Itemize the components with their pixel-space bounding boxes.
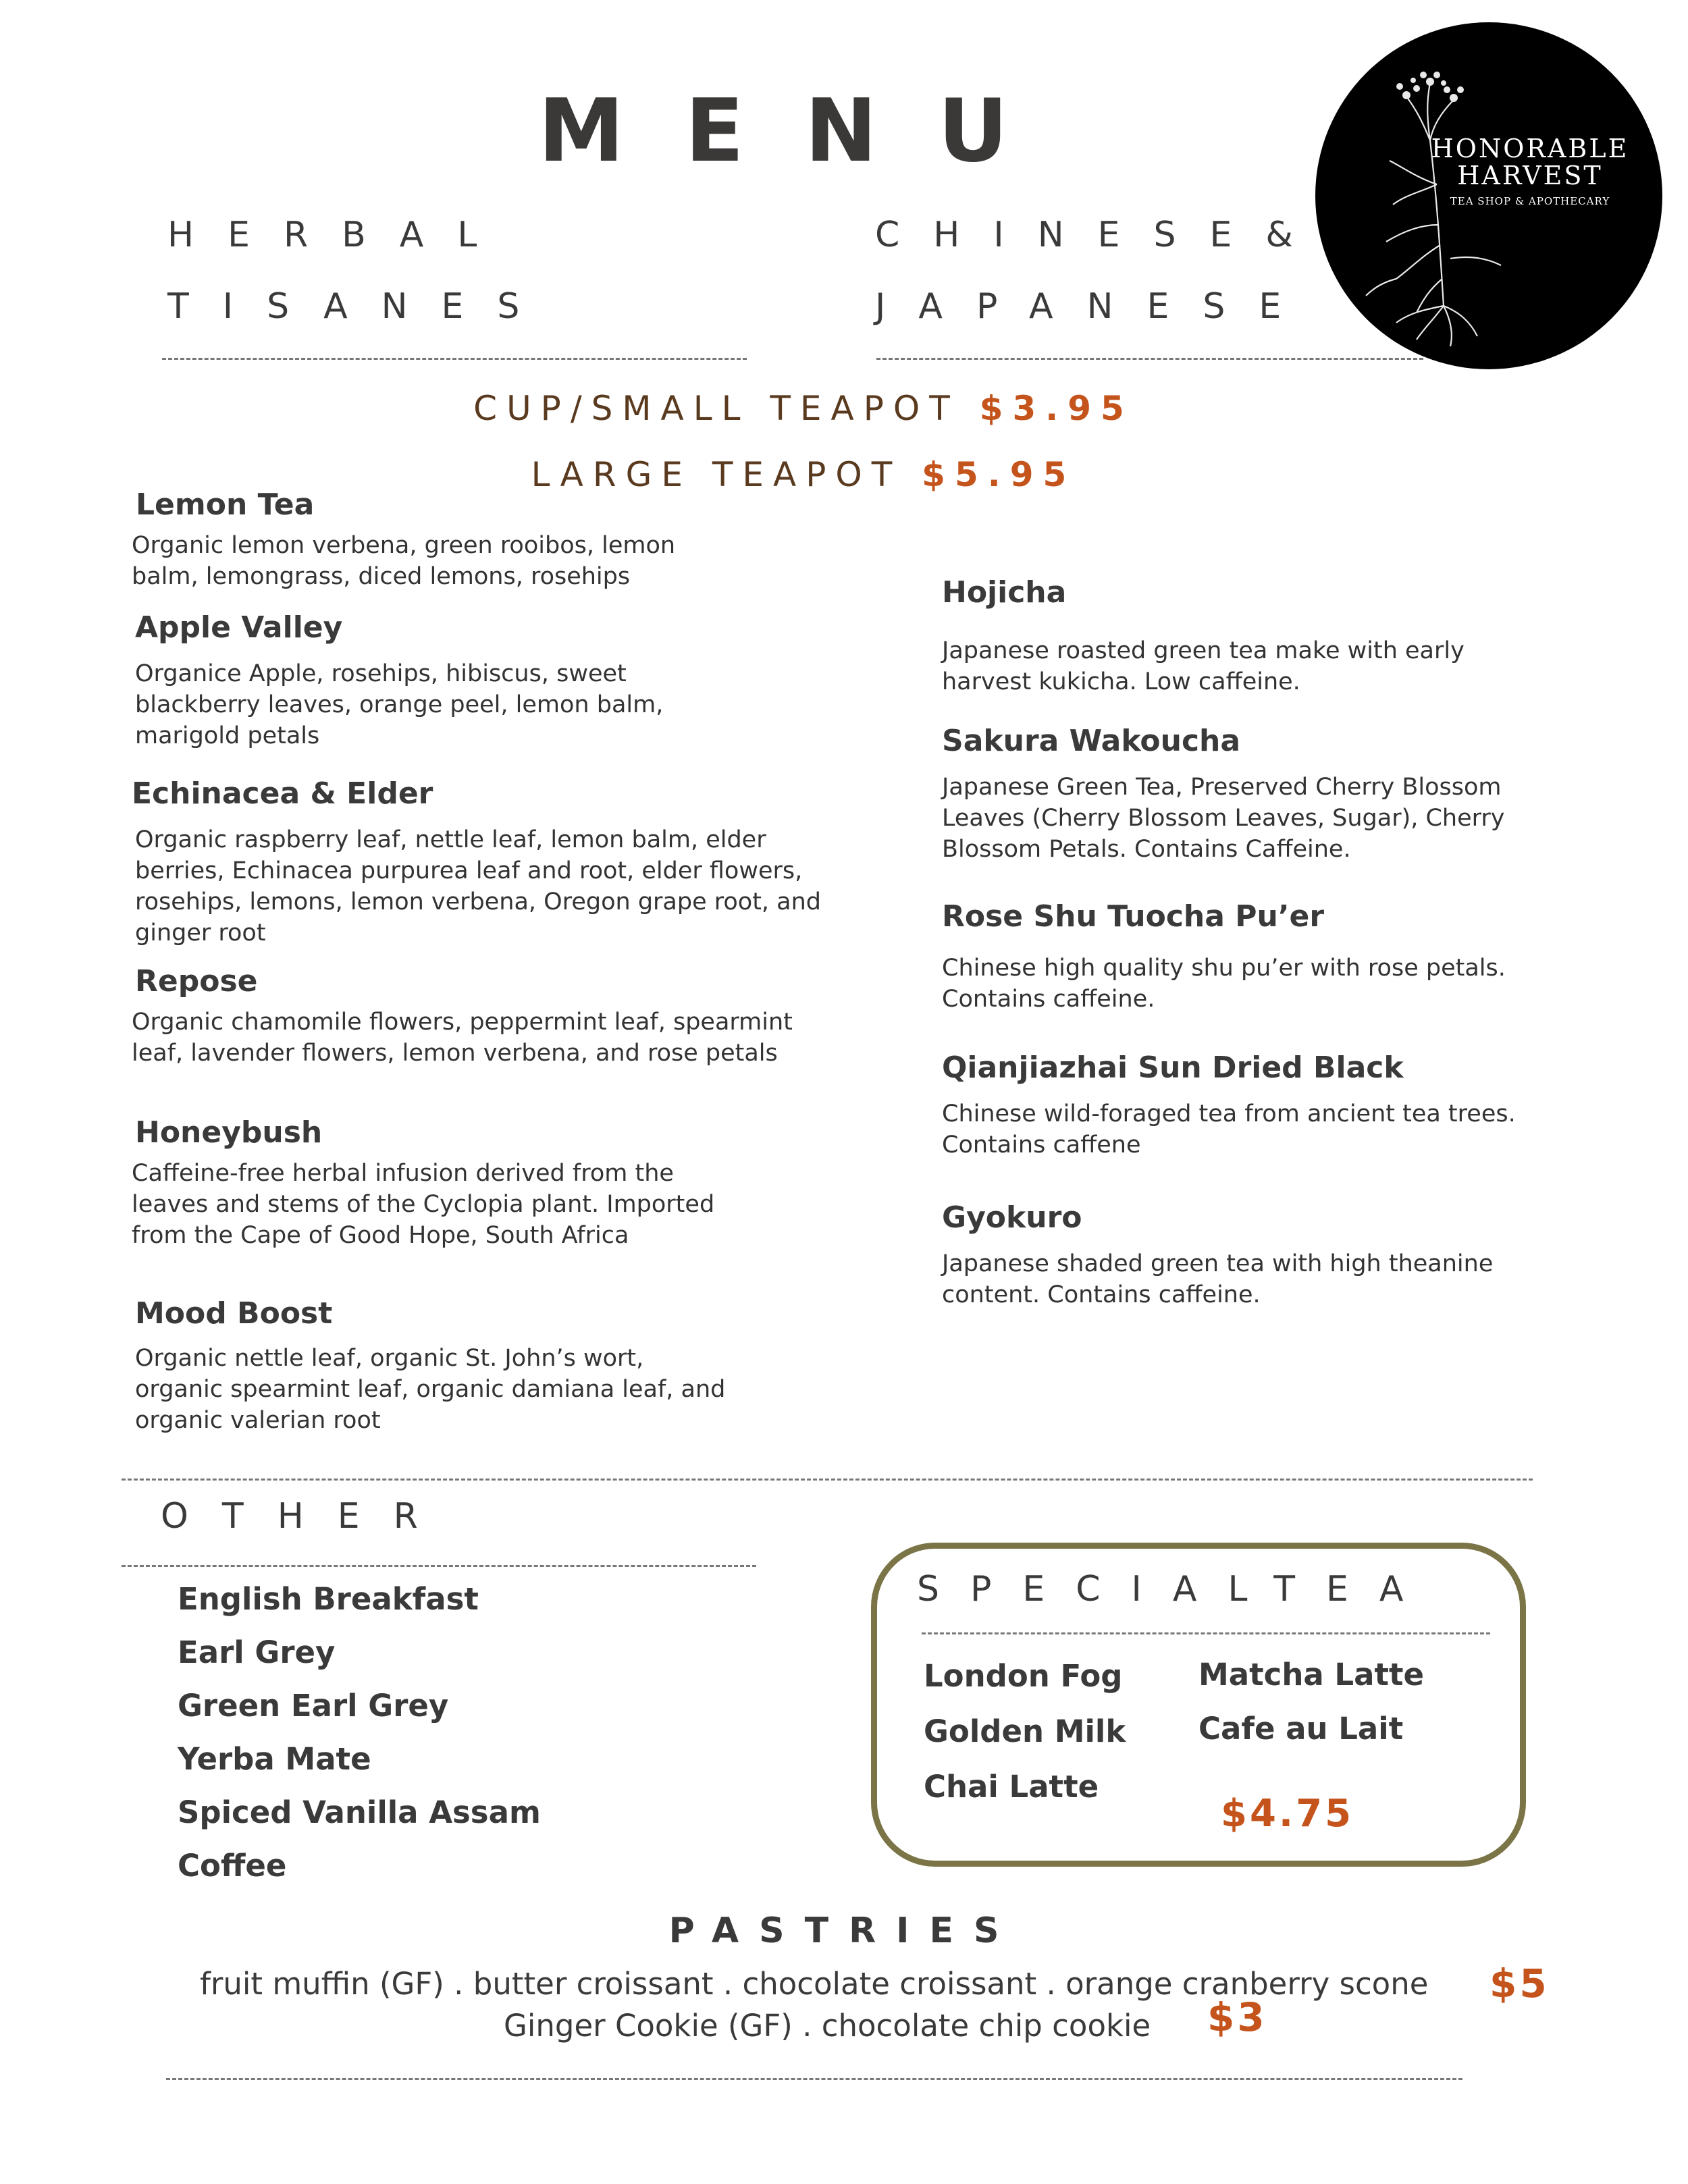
specialtea-price: $4.75 (1221, 1792, 1354, 1836)
item-description: Organic raspberry leaf, nettle leaf, lemon balm, elder berries, Echinacea purpurea leaf and root, elder flowers, rosehips, lemons, lemon verbena, Oregon grape root, and ginger root (135, 826, 822, 947)
other-item: English Breakfast (178, 1581, 479, 1617)
section-divider (122, 1479, 1533, 1481)
herbal-heading-line1: HERBAL (167, 215, 511, 255)
chinese-item (942, 575, 1658, 697)
pastries-line-2: Ginger Cookie (GF) . chocolate chip cookie (504, 2008, 1151, 2044)
cup-pricing (0, 389, 1607, 428)
item-name: Honeybush (135, 1115, 323, 1150)
herbal-item (135, 1296, 851, 1436)
herbal-item (132, 487, 847, 592)
item-description: Chinese wild-foraged tea from ancient tea trees. Contains caffene (942, 1100, 1516, 1158)
specialtea-divider (922, 1632, 1490, 1634)
item-description: Chinese high quality shu pu’er with rose petals. Contains caffeine. (942, 955, 1506, 1013)
chinese-item (942, 724, 1658, 865)
item-description: Japanese shaded green tea with high theanine content. Contains caffeine. (942, 1250, 1494, 1308)
chinese-item (942, 899, 1658, 1015)
specialtea-item: Chai Latte (924, 1769, 1099, 1805)
item-description: Organic nettle leaf, organic St. John’s wort, organic spearmint leaf, organic damiana leaf, and organic valerian root (135, 1345, 726, 1434)
specialtea-item: Matcha Latte (1198, 1657, 1424, 1693)
item-name: Lemon Tea (136, 487, 315, 522)
herbal-heading-line2: TISANES (167, 286, 554, 327)
pastries-line-1: fruit muffin (GF) . butter croissant . chocolate croissant . orange cranberry scone (200, 1966, 1429, 2002)
item-description: Organic lemon verbena, green rooibos, lemon balm, lemongrass, diced lemons, rosehips (132, 532, 676, 590)
chinese-divider (876, 358, 1423, 360)
other-item: Green Earl Grey (178, 1688, 449, 1724)
herbal-item (132, 964, 847, 1069)
herbal-item (135, 610, 851, 751)
herbal-divider (162, 358, 747, 360)
herbal-item (132, 1115, 847, 1251)
logo-tagline: TEA SHOP & APOTHECARY (1450, 195, 1610, 207)
specialtea-item: Golden Milk (924, 1713, 1126, 1749)
item-description: Organic chamomile flowers, peppermint leaf, spearmint leaf, lavender flowers, lemon verbena, and rose petals (132, 1009, 793, 1067)
chinese-item (942, 1200, 1658, 1310)
item-name: Repose (135, 964, 258, 998)
large-label: LARGE TEAPOT (531, 455, 902, 494)
item-name: Rose Shu Tuocha Pu’er (942, 899, 1325, 934)
other-item: Spiced Vanilla Assam (178, 1794, 541, 1830)
item-description: Caffeine-free herbal infusion derived from the leaves and stems of the Cyclopia plant. Imported from the Cape of Good Hope, South Africa (132, 1160, 715, 1249)
item-description: Japanese roasted green tea make with early harvest kukicha. Low caffeine. (942, 637, 1465, 695)
menu-title: MENU (538, 81, 1069, 182)
chinese-heading-line1: CHINESE& (875, 215, 1327, 255)
other-item: Earl Grey (178, 1634, 336, 1670)
herbal-item (132, 776, 847, 949)
logo-emblem (1315, 22, 1662, 369)
pastries-price-1: $5 (1489, 1961, 1550, 2006)
item-name: Sakura Wakoucha (942, 724, 1241, 758)
logo-name-line2: HARVEST (1457, 161, 1603, 190)
item-name: Hojicha (942, 575, 1067, 610)
cup-label: CUP/SMALL TEAPOT (473, 389, 959, 428)
item-description: Organice Apple, rosehips, hibiscus, sweet blackberry leaves, orange peel, lemon balm, marigold petals (135, 660, 664, 749)
cup-price: $3.95 (979, 389, 1134, 428)
logo-name-line1: HONORABLE (1431, 134, 1629, 163)
specialtea-item: London Fog (924, 1658, 1123, 1694)
specialtea-item: Cafe au Lait (1198, 1711, 1404, 1747)
bottom-divider (166, 2078, 1462, 2080)
item-name: Gyokuro (942, 1200, 1082, 1235)
pastries-heading: PASTRIES (668, 1911, 1020, 1951)
chinese-item (942, 1050, 1658, 1161)
item-name: Mood Boost (135, 1296, 333, 1331)
item-name: Apple Valley (135, 610, 343, 645)
honorable-harvest-logo (1315, 22, 1662, 369)
pastries-price-2: $3 (1207, 1994, 1267, 2040)
item-name: Echinacea & Elder (132, 776, 433, 811)
specialtea-heading: SPECIALTEA (917, 1569, 1435, 1609)
other-divider (122, 1565, 756, 1567)
item-name: Qianjiazhai Sun Dried Black (942, 1050, 1404, 1085)
other-item: Coffee (178, 1848, 287, 1884)
other-item: Yerba Mate (178, 1741, 371, 1777)
item-description: Japanese Green Tea, Preserved Cherry Blossom Leaves (Cherry Blossom Leaves, Sugar), Cherry Blossom Petals. Contains Caffeine. (942, 774, 1505, 863)
large-price: $5.95 (922, 455, 1076, 494)
other-heading: OTHER (161, 1496, 452, 1537)
chinese-heading-line2: JAPANESE (875, 286, 1315, 327)
